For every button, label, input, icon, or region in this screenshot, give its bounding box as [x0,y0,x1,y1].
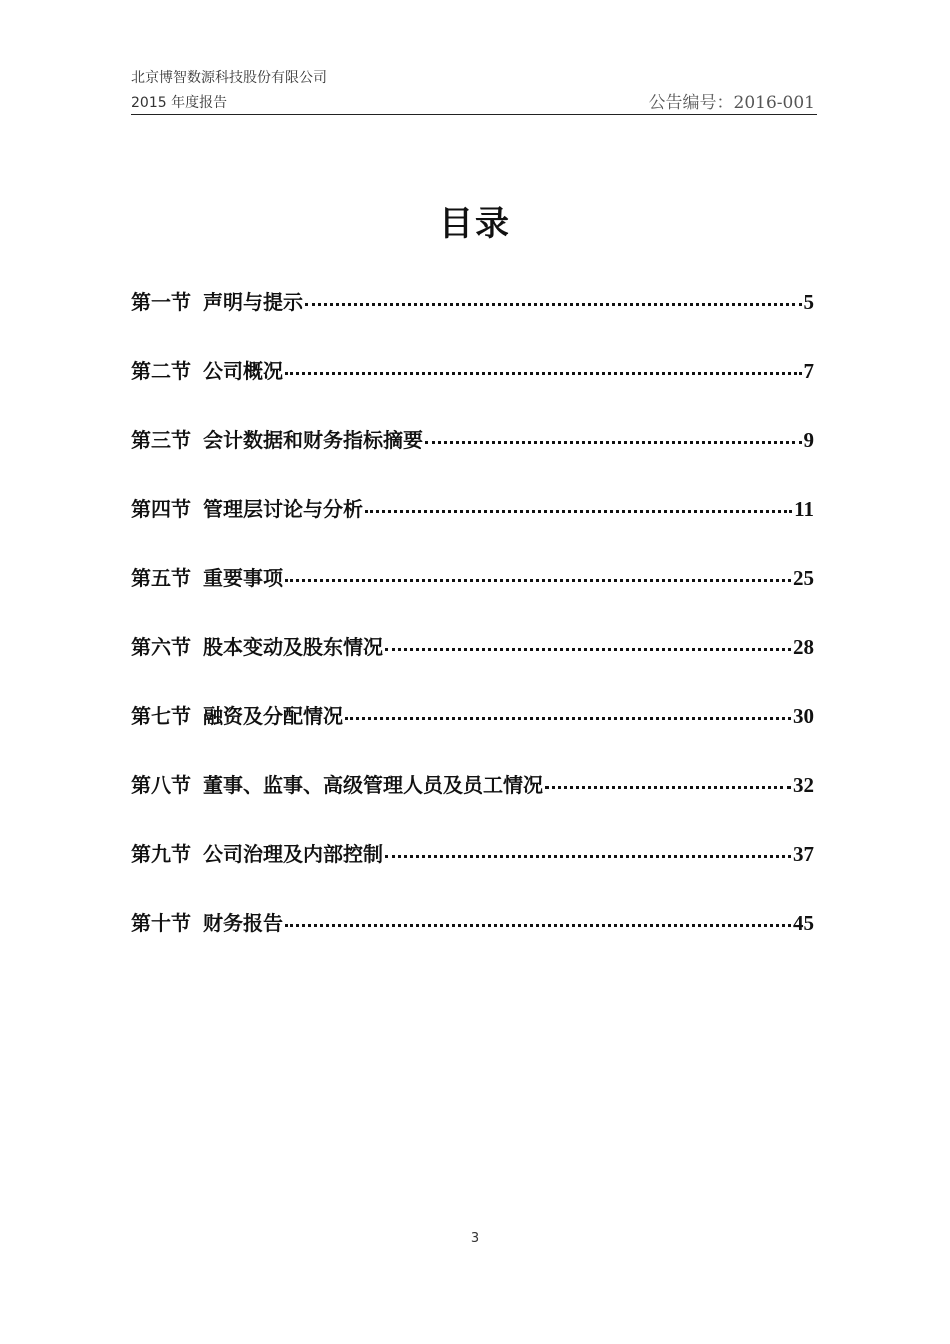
toc-page-number: 25 [793,566,814,590]
toc-section-number: 第七节 [131,704,191,728]
report-year: 2015 年度报告 [131,95,228,111]
toc-dot-leader [385,648,791,651]
toc-entry[interactable] [131,700,814,769]
toc-page-number: 7 [803,359,814,383]
toc-section-title: 财务报告 [203,911,283,935]
page-header [131,64,817,115]
toc-section-number: 第二节 [131,359,191,383]
toc-section-title: 重要事项 [203,566,283,590]
toc-section-number: 第六节 [131,635,191,659]
toc-entry[interactable] [131,907,814,976]
toc-page-number: 30 [793,704,814,728]
table-of-contents [131,286,814,976]
toc-section-title: 公司概况 [203,359,283,383]
toc-entry[interactable] [131,562,814,631]
toc-entry[interactable] [131,424,814,493]
company-name: 北京博智数源科技股份有限公司 [131,70,327,86]
toc-section-number: 第八节 [131,773,191,797]
toc-page-number: 11 [794,497,814,521]
toc-section-number: 第三节 [131,428,191,452]
notice-number: 公告编号：2016-001 [648,93,815,113]
toc-section-title: 董事、监事、高级管理人员及员工情况 [203,773,543,797]
toc-page-number: 32 [793,773,814,797]
toc-section-title: 声明与提示 [203,290,303,314]
toc-page-number: 28 [793,635,814,659]
toc-dot-leader [365,510,792,513]
toc-section-title: 股本变动及股东情况 [203,635,383,659]
toc-section-title: 会计数据和财务指标摘要 [203,428,423,452]
toc-entry[interactable] [131,355,814,424]
toc-section-number: 第九节 [131,842,191,866]
toc-dot-leader [545,786,791,789]
toc-page-number: 9 [803,428,814,452]
toc-dot-leader [285,924,791,927]
toc-entry[interactable] [131,286,814,355]
toc-section-title: 公司治理及内部控制 [203,842,383,866]
toc-entry[interactable] [131,631,814,700]
toc-page-number: 5 [803,290,814,314]
toc-entry[interactable] [131,769,814,838]
toc-dot-leader [345,717,791,720]
toc-entry[interactable] [131,493,814,562]
toc-dot-leader [385,855,791,858]
toc-dot-leader [285,372,802,375]
toc-page-number: 37 [793,842,814,866]
toc-dot-leader [305,303,802,306]
toc-entry[interactable] [131,838,814,907]
page-number: 3 [470,1231,480,1246]
toc-dot-leader [425,441,802,444]
toc-section-number: 第一节 [131,290,191,314]
toc-section-title: 融资及分配情况 [203,704,343,728]
toc-page-number: 45 [793,911,814,935]
toc-section-number: 第五节 [131,566,191,590]
toc-dot-leader [285,579,791,582]
page-title: 目录 [439,204,511,244]
toc-section-number: 第四节 [131,497,191,521]
toc-section-title: 管理层讨论与分析 [203,497,363,521]
toc-section-number: 第十节 [131,911,191,935]
